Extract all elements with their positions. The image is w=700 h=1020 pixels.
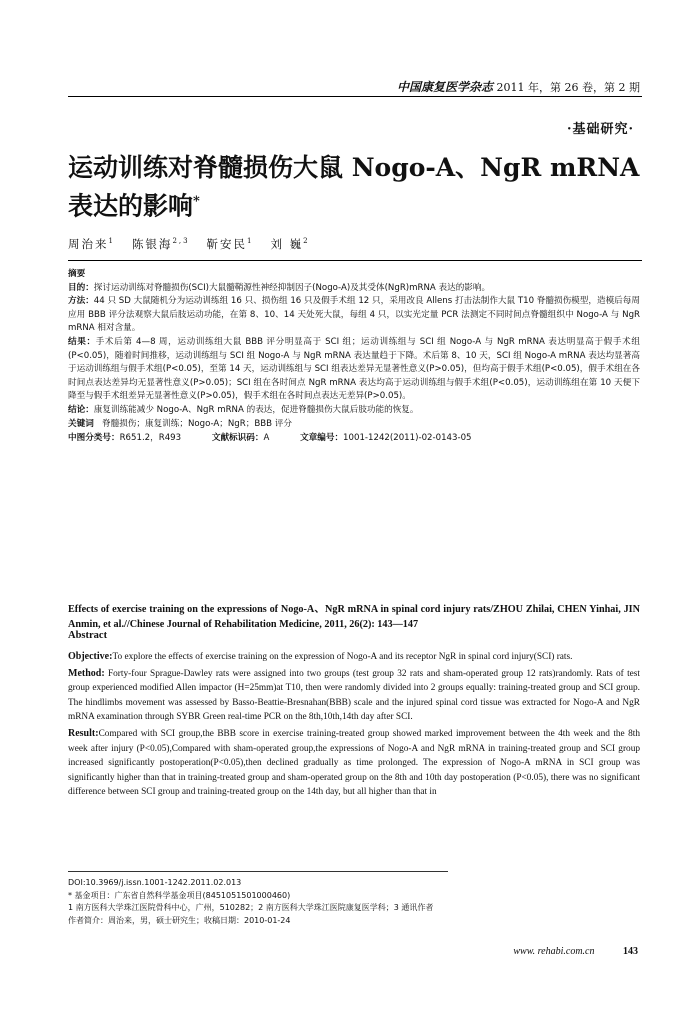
footnotes <box>68 877 648 927</box>
journal-header <box>397 78 640 95</box>
author-affiliation: 2,3 <box>172 237 190 246</box>
author-affiliation: 1 <box>247 237 254 246</box>
abstract-chinese <box>68 268 640 446</box>
classification-line: 中图分类号：R651.2，R493 文献标识码：A 文章编号：1001-1242(2011)-02-0143-05 <box>68 433 472 444</box>
author-name: 周治来 <box>68 237 109 251</box>
author-name: 靳安民 <box>206 237 248 251</box>
abstract-result: 结果：手术后第 4—8 周，运动训练组大鼠 BBB 评分明显高于 SCI 组；运动训练组与 SCI 组 Nogo-A 与 NgR mRNA 表达明显高于假手术组(P<0.05)，随着时间推移，运动训练组与 SCI 组 Nogo-A 与 NgR mRNA 表达量趋于下降。术后第 8、10 天，SCI 组 Nogo-A mRNA 表达均显著高于运动训练组与假手术组(P<0.05)，至第 14 天，运动训练组与 SCI 组表达差异无显著性意义(P>0.05)，但均高于假手术组(P<0.05)，假手术组在各时间点表达差异均无显著性意义(P>0.05)；SCI 组在各时间点 NgR mRNA 表达均高于运动训练组与假手术组(P<0.05)，运动训练组在第 10 天便下降至与假手术组差异无显著性意义(P>0.05)，假手术组在各时间点表达无差异(P>0.05)。 <box>68 336 640 402</box>
english-method: Method: Forty-four Sprague-Dawley rats were assigned into two groups (test group 32 rats and sham-operated group 12 rats)randomly. Rats of test group experienced modified Allen impactor (H=25mm)at T10, then were randomly divided into 2 groups equally: training-treated group and SCI group. The hindlimbs movement was assessed by Basso-Beattie-Bresnahan(BBB) scale and the injured spinal cord tissue was extracted for Nogo-A and NgR mRNA examination through SYBR Green real-time PCR on the 8th,10th,14th day after SCI. <box>68 667 640 723</box>
footnote-rule <box>68 871 448 872</box>
paper-title <box>68 151 668 223</box>
author-rule <box>68 260 642 261</box>
abstract-conclusion: 结论：康复训练能减少 Nogo-A、NgR mRNA 的表达，促进脊髓损伤大鼠后肢功能的恢复。 <box>68 404 419 415</box>
issue-info: 2011 年，第 26 卷，第 2 期 <box>496 81 640 94</box>
english-abstract-heading: Abstract <box>68 630 108 641</box>
keywords: 关键词 脊髓损伤；康复训练；Nogo-A；NgR；BBB 评分 <box>68 418 292 429</box>
english-objective: Objective:To explore the effects of exercise training on the expression of Nogo-A and its receptor NgR in spinal cord injury(SCI) rats. <box>68 651 573 662</box>
section-tag: ·基础研究· <box>566 122 634 137</box>
abstract-heading: 摘要 <box>68 269 86 279</box>
journal-url: www. rehabi.com.cn <box>513 946 595 957</box>
title-line-1: 运动训练对脊髓损伤大鼠 Nogo-A、NgR mRNA <box>68 153 640 182</box>
author-name: 刘 巍 <box>270 237 304 251</box>
page-number: 143 <box>623 946 638 957</box>
title-line-2: 表达的影响 <box>68 191 194 221</box>
abstract-method: 方法：44 只 SD 大鼠随机分为运动训练组 16 只、损伤组 16 只及假手术组 12 只，采用改良 Allens 打击法制作大鼠 T10 脊髓损伤模型，造模后每周应用 BBB 评分法观察大鼠后肢运动功能，在第 8、10、14 天处死大鼠，每组 4 只，以实光定量 PCR 法测定不同时间点脊髓组织中 Nogo-A 与 NgR mRNA 相对含量。 <box>68 296 640 334</box>
author-affiliation: 1 <box>108 237 115 246</box>
english-citation: Effects of exercise training on the expressions of Nogo-A、NgR mRNA in spinal cord injury rats/ZHOU Zhilai, CHEN Yinhai, JIN Anmin, et al.//Chinese Journal of Rehabilitation Medicine, 2011, 26(2): 143—147 <box>68 604 640 630</box>
author-list <box>68 236 310 252</box>
abstract-objective: 目的：探讨运动训练对脊髓损伤(SCI)大鼠髓鞘源性神经抑制因子(Nogo-A)及其受体(NgR)mRNA 表达的影响。 <box>68 282 491 293</box>
author-intro: 作者简介：周治来，男，硕士研究生；收稿日期：2010-01-24 <box>68 915 291 925</box>
affiliations: 1 南方医科大学珠江医院骨科中心，广州，510282；2 南方医科大学珠江医院康复医学科；3 通讯作者 <box>68 903 434 912</box>
doi: DOI:10.3969/j.issn.1001-1242.2011.02.013 <box>68 878 242 887</box>
title-footnote-mark: * <box>193 194 200 209</box>
author-affiliation: 2 <box>303 237 310 246</box>
header-rule <box>68 96 642 97</box>
journal-name: 中国康复医学杂志 <box>397 80 494 94</box>
author-name: 陈银海 <box>131 237 173 251</box>
page-footer <box>513 946 638 957</box>
english-result: Result:Compared with SCI group,the BBB score in exercise training-treated group showed marked improvement between the 4th week and the 8th week after injury (P<0.05),Compared with sham-operated group,the expressions of Nogo-A and NgR mRNA in training-treated group and SCI group increased significantly postoperation(P<0.05),then declined gradually as time prolonged. The expression of Nogo-A mRNA in SCI group was significantly higher than that in training-treated group and sham-operated group on the 8th and 10th day postoperation (P<0.05), there was no significant difference between SCI group and training-treated group on the 14th day, but all higher than that in <box>68 727 640 798</box>
fund-note: * 基金项目：广东省自然科学基金项目(8451051501000460) <box>68 890 291 900</box>
abstract-english <box>68 650 640 802</box>
